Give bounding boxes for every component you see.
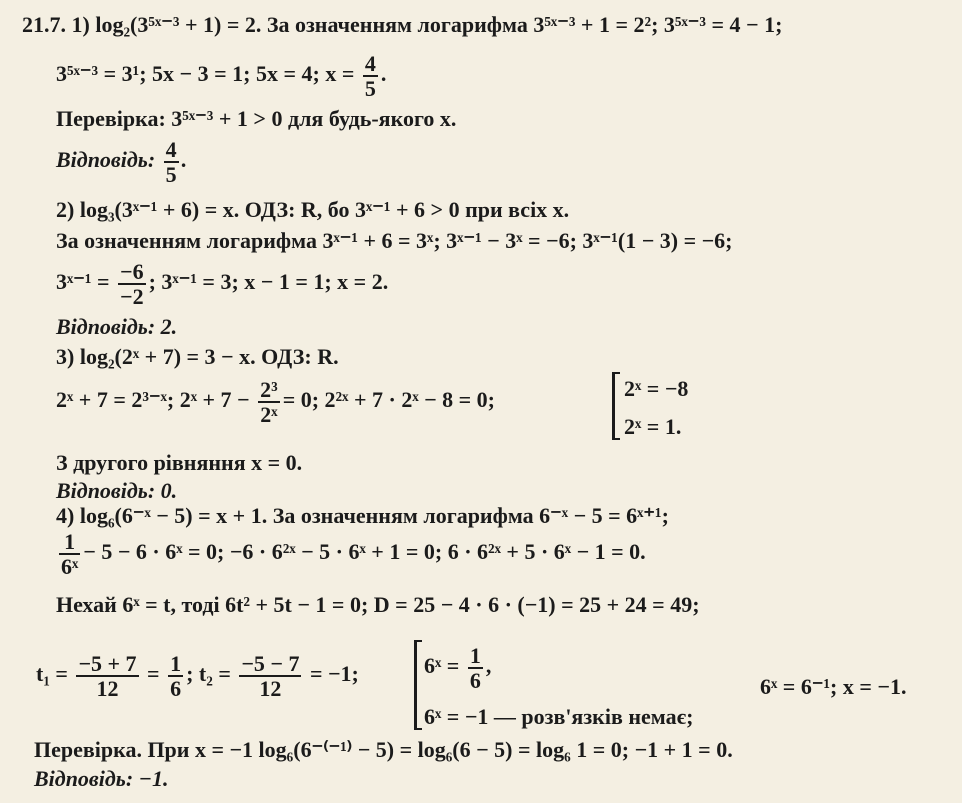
system-1-eq1: 2ˣ = −8 — [624, 376, 689, 401]
result-x: 6ˣ = 6⁻¹; x = −1. — [760, 674, 907, 699]
line-3: Перевірка: 3⁵ˣ⁻³ + 1 > 0 для будь-якого x. — [56, 106, 457, 131]
line-7-start: 3ˣ⁻¹ = — [56, 269, 110, 295]
numerator: −6 — [120, 259, 144, 284]
denominator: 5 — [165, 162, 177, 188]
line-9: 3) log₂(2ˣ + 7) = 3 − x. ОДЗ: R. — [56, 344, 339, 369]
line-1: 21.7. 1) log₂(3⁵ˣ⁻³ + 1) = 2. За означенням логарифма 3⁵ˣ⁻³ + 1 = 2²; 3⁵ˣ⁻³ = 4 − 1; — [22, 12, 783, 37]
denominator: 12 — [239, 675, 301, 700]
numerator: 1 — [64, 529, 76, 554]
line-10 — [56, 378, 495, 426]
t2-result: = −1; — [309, 661, 359, 687]
line-2-text: 3⁵ˣ⁻³ = 3¹; 5x − 3 = 1; 5x = 4; x = — [56, 61, 355, 87]
denominator: 5 — [364, 76, 376, 102]
numerator: −5 + 7 — [78, 651, 137, 676]
answer-4: Відповідь: −1. — [34, 766, 169, 791]
denominator: 12 — [76, 675, 138, 700]
system-2-eq2: 6ˣ = −1 — розв'язків немає; — [424, 704, 694, 729]
line-15: Нехай 6ˣ = t, тоді 6t² + 5t − 1 = 0; D = 25 − 4 · 6 · (−1) = 25 + 24 = 49; — [56, 592, 700, 617]
line-14-rest: − 5 − 6 · 6ˣ = 0; −6 · 6²ˣ − 5 · 6ˣ + 1 = 0; 6 · 6²ˣ + 5 · 6ˣ − 1 = 0. — [83, 539, 646, 565]
numerator: 1 — [469, 643, 481, 668]
numerator: 4 — [165, 137, 177, 162]
denominator: 6ˣ — [61, 554, 79, 580]
line-11: З другого рівняння x = 0. — [56, 450, 303, 475]
line-14 — [56, 530, 646, 578]
system-2-eq1-start: 6ˣ = — [424, 653, 460, 679]
answer-end: . — [181, 147, 188, 173]
answer-1 — [56, 138, 187, 186]
line-16 — [36, 652, 359, 700]
denominator: 2ˣ — [258, 401, 280, 426]
line-10-start: 2ˣ + 7 = 2³⁻ˣ; 2ˣ + 7 − — [56, 387, 250, 413]
numerator: −5 − 7 — [241, 651, 300, 676]
t2-label: ; t₂ = — [186, 661, 231, 687]
fraction-4-5-answer — [164, 138, 179, 186]
system-2-eq1-end: , — [485, 653, 492, 679]
line-17: Перевірка. При x = −1 log₆(6⁻⁽⁻¹⁾ − 5) = log₆(6 − 5) = log₆ 1 = 0; −1 + 1 = 0. — [34, 737, 733, 762]
line-13: 4) log₆(6⁻ˣ − 5) = x + 1. За означенням логарифма 6⁻ˣ − 5 = 6ˣ⁺¹; — [56, 503, 669, 528]
system-2-eq1 — [424, 644, 491, 692]
fraction-1-6 — [168, 652, 183, 700]
numerator: 1 — [170, 651, 182, 676]
fraction-t1 — [76, 652, 138, 700]
line-10-mid: = 0; 2²ˣ + 7 · 2ˣ − 8 = 0; — [282, 387, 496, 413]
line-7 — [56, 260, 388, 308]
fraction-t2 — [239, 652, 301, 700]
line-7-end: ; 3ˣ⁻¹ = 3; x − 1 = 1; x = 2. — [148, 269, 389, 295]
answer-3: Відповідь: 0. — [56, 478, 178, 503]
line-6: За означенням логарифма 3ˣ⁻¹ + 6 = 3ˣ; 3ˣ⁻¹ − 3ˣ = −6; 3ˣ⁻¹(1 − 3) = −6; — [56, 228, 733, 253]
denominator: 6 — [469, 668, 481, 694]
fraction-neg6-neg2 — [118, 260, 146, 308]
line-2-end: . — [380, 61, 387, 87]
fraction-2cubed-2x — [258, 378, 280, 426]
fraction-4-5 — [363, 52, 378, 100]
t1-label: t₁ = — [36, 661, 68, 687]
denominator: 6 — [170, 676, 182, 702]
denominator: −2 — [120, 284, 144, 310]
answer-label: Відповідь: — [56, 147, 156, 173]
numerator: 4 — [364, 51, 376, 76]
equals-sign: = — [147, 661, 160, 687]
fraction-1-6-system — [468, 644, 483, 692]
answer-2: Відповідь: 2. — [56, 314, 178, 339]
line-2 — [56, 52, 386, 100]
line-5: 2) log₃(3ˣ⁻¹ + 6) = x. ОДЗ: R, бо 3ˣ⁻¹ + 6 > 0 при всіх x. — [56, 197, 570, 222]
numerator: 2³ — [260, 377, 278, 402]
fraction-1-6x — [59, 530, 80, 578]
system-1-eq2: 2ˣ = 1. — [624, 414, 682, 439]
